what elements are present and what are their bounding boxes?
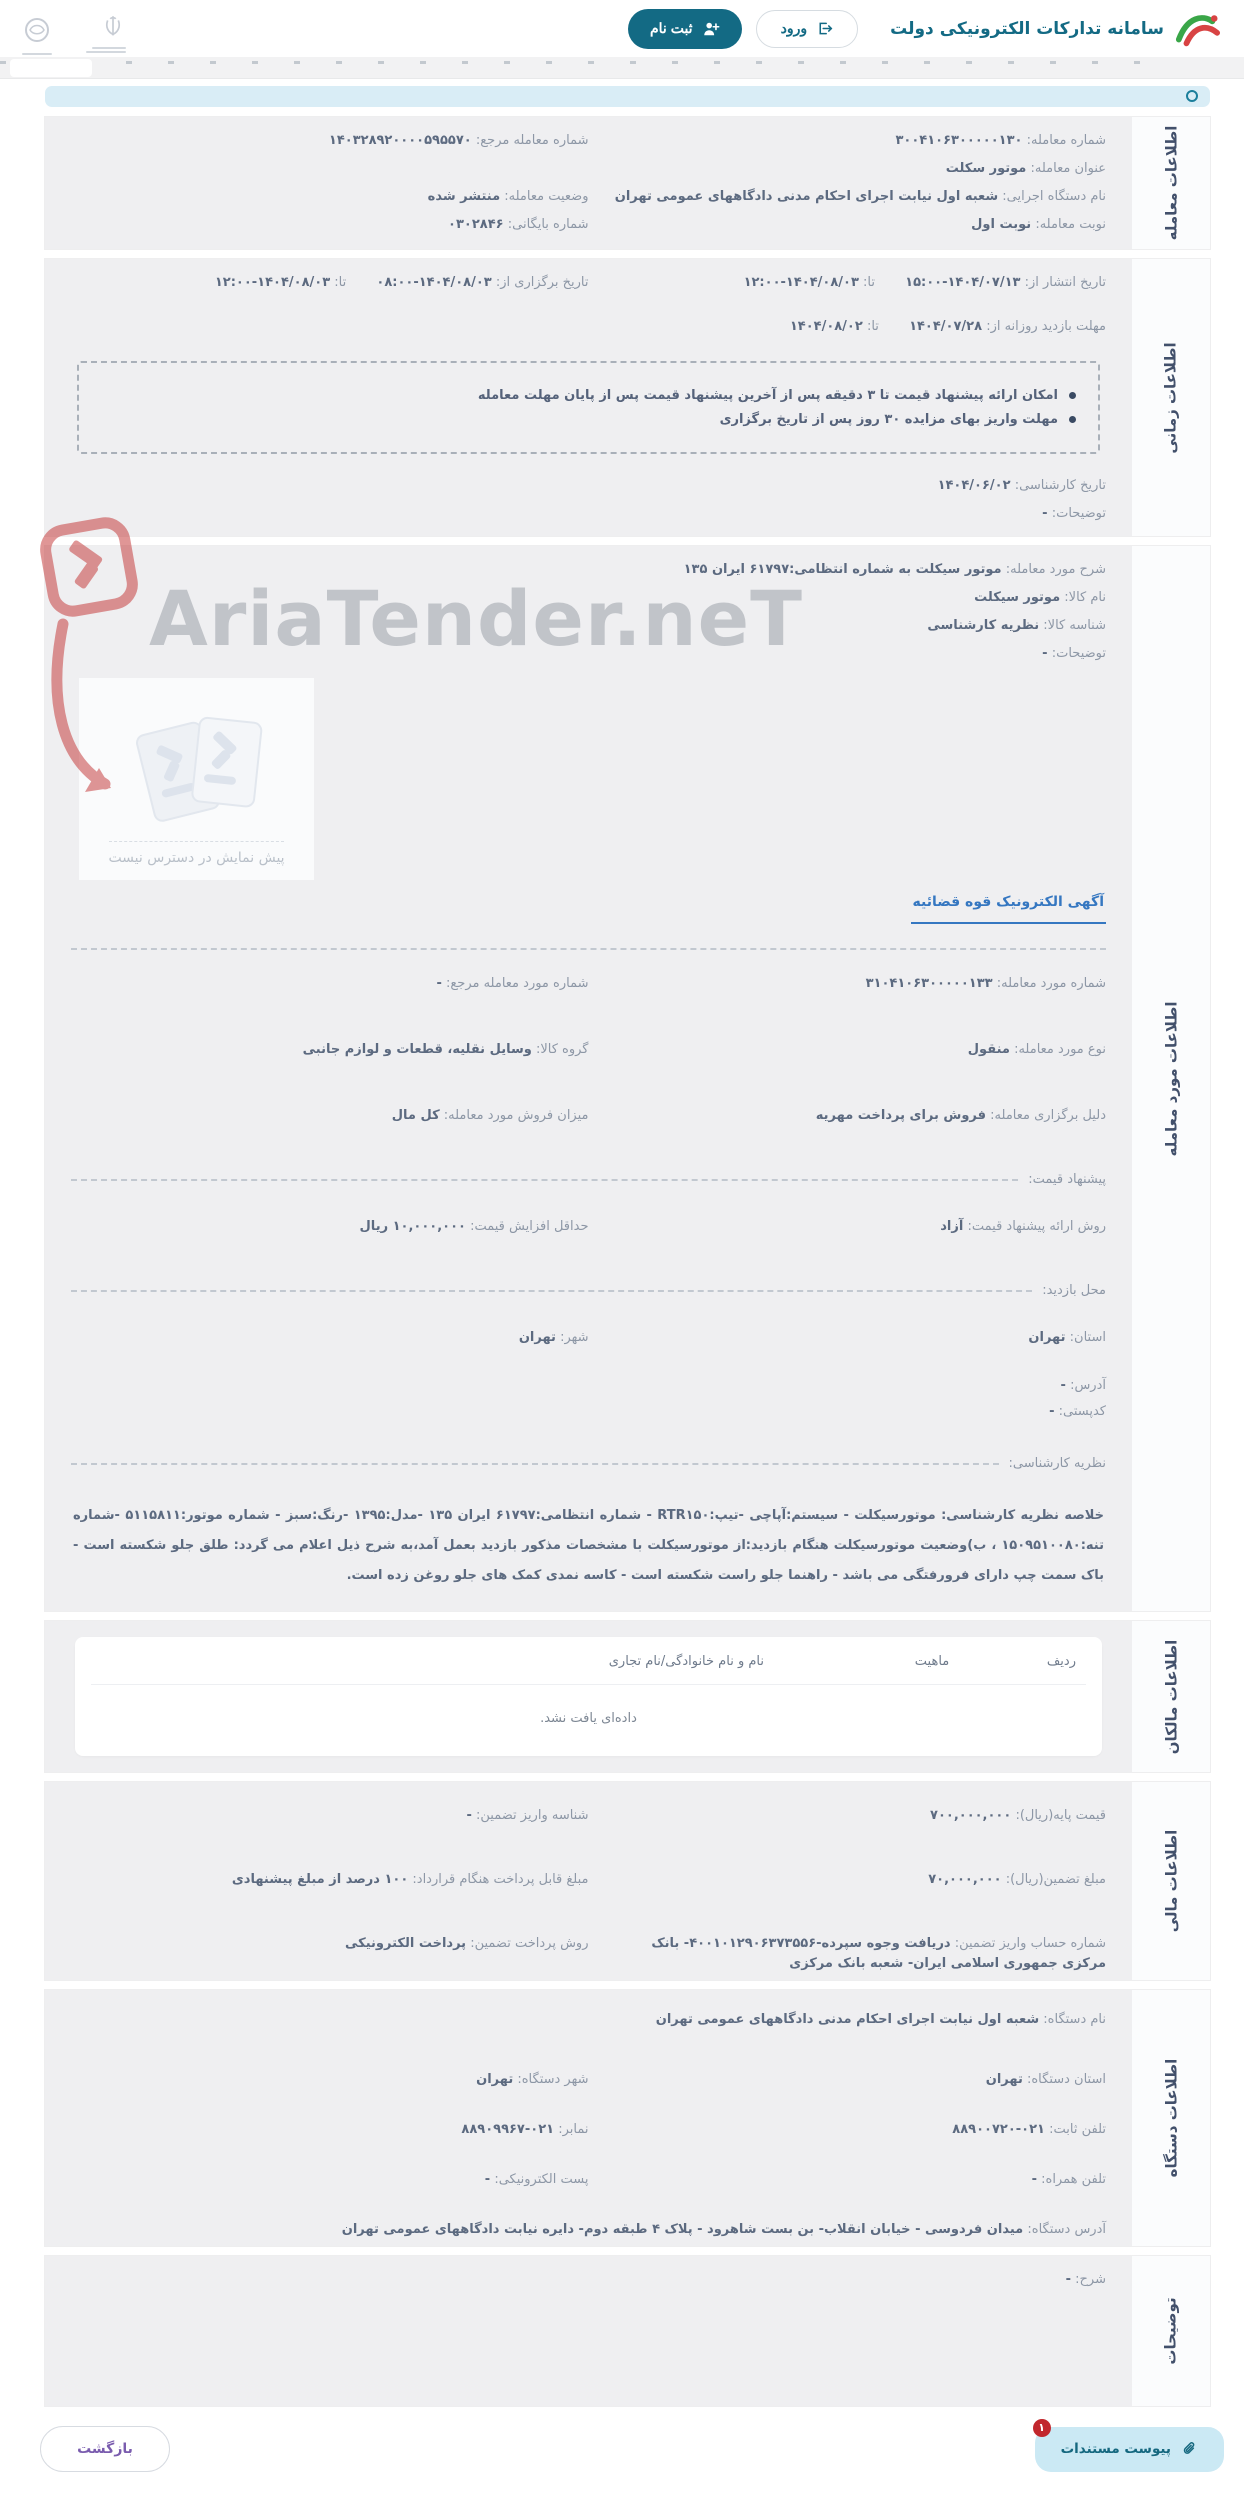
field-label: توضیحات: [1051,506,1106,521]
field-value: - [1065,2272,1072,2287]
item-type-field [589,1040,1107,1060]
section-body [45,546,1132,1611]
section-title: توضیحات [1162,2297,1181,2365]
column-header-name: نام و نام خانوادگی/نام تجاری [608,1654,764,1669]
item-group-field [71,1040,589,1060]
section-timing-info [45,259,1210,536]
gavel-placeholder-icon [117,710,277,835]
item-desc-field [71,560,1106,580]
setad-logo-icon [1174,9,1220,49]
until-label: تا: [863,275,875,290]
agency-city-field [71,2070,589,2090]
visit-window-field [71,317,1106,337]
register-label: ثبت نام [649,20,693,36]
field-value: - [466,1808,472,1823]
section-title: اطلاعات معامله [1161,125,1180,241]
field-row [71,1376,1106,1396]
field-label: شرح: [1075,2272,1106,2287]
deal-round-field [589,215,1107,235]
bullet-dot-icon [1069,416,1076,423]
owners-empty-message: داده‌ای یافت نشد. [540,1711,637,1726]
field-label: تلفن همراه: [1041,2172,1106,2187]
watermark-text: AriaTender.neT [149,574,803,663]
deal-number-field [589,131,1107,151]
postal-code-field [71,1402,1106,1422]
section-owners-info [45,1621,1210,1772]
item-image-preview[interactable] [79,678,314,880]
min-increase-field [71,1217,589,1237]
section-body [45,2256,1132,2406]
field-value: ۷۰,۰۰۰,۰۰۰ [928,1872,1002,1887]
until-value: ۱۴۰۴/۰۸/۰۲ [789,319,863,334]
section-body [45,1990,1132,2246]
section-title: اطلاعات دستگاه [1162,2058,1180,2178]
section-deal-info [45,117,1210,249]
preview-divider [109,841,284,842]
column-header-nature: ماهیت [914,1654,950,1669]
field-row [71,2220,1106,2240]
publish-date-field [589,273,1107,293]
item-number-field [589,974,1107,994]
section-label-column [1132,546,1210,1611]
field-value: ۱۴۰۳۲۸۹۲۰۰۰۰۵۹۵۵۷۰ [328,133,472,148]
field-row [71,273,1106,293]
field-label: مبلغ قابل پرداخت هنگام قرارداد: [412,1872,589,1887]
field-label: نمابر: [558,2122,589,2137]
header [0,0,1244,57]
attachment-count-badge: ۱ [1033,2419,1051,2437]
column-header-row: ردیف [1046,1654,1076,1669]
ministry-emblem-logo [86,13,126,53]
judiciary-ad-link[interactable]: آگهی الکترونیک قوه قضائیه [911,894,1107,924]
section-label-column [1132,1782,1210,1980]
info-icon [1186,90,1198,102]
heading-label: محل بازدید: [1042,1283,1106,1298]
field-label: شماره معامله: [1026,133,1106,148]
field-value: تهران [476,2072,514,2087]
field-value: تهران [1028,1330,1066,1345]
login-icon [816,20,833,37]
section-title: اطلاعات مورد معامله [1161,1001,1180,1156]
add-user-icon [702,20,720,38]
timing-remarks-field [71,504,1106,524]
field-row [71,1040,1106,1060]
agency-fax-field [71,2120,589,2140]
bid-method-field [589,1217,1107,1237]
item-ref-number-field [71,974,589,994]
expert-date-field [71,476,1106,496]
back-label: بازگشت [77,2441,133,2457]
guarantee-amount-field [589,1870,1107,1890]
field-value: دریافت وجوه سپرده-۴۰۰۱۰۱۲۹۰۶۳۷۳۵۵۶- بانک مرکزی جمهوری اسلامی ایران- شعبه بانک مرکزی [651,1936,1106,1971]
section-label-column [1132,2256,1210,2406]
login-button[interactable] [756,10,859,48]
field-value: پرداخت الکترونیکی [345,1936,467,1951]
field-value: ۱۴۰۴/۰۷/۲۸ [909,319,983,334]
item-remarks-field [71,644,1106,664]
field-value: ۱۴۰۴/۰۶/۰۲ [937,478,1011,493]
field-label: توضیحات: [1051,646,1106,661]
field-label: نام دستگاه: [1043,2012,1106,2027]
deal-agency-field [589,187,1107,207]
field-label: مبلغ تضمین(ریال): [1005,1872,1106,1887]
field-value: فروش برای پرداخت مهریه [815,1108,987,1123]
deal-ref-number-field [71,131,589,151]
field-value: موتور سیکلت [974,590,1061,605]
field-value: - [1060,1378,1066,1393]
status-badge: منتشر شده [427,189,501,204]
brand [890,9,1220,49]
preview-unavailable-text: پیش نمایش در دسترس نیست [108,850,285,866]
field-label: کدپستی: [1058,1404,1106,1419]
field-value: ۷۰۰,۰۰۰,۰۰۰ [930,1808,1012,1823]
section-label-column [1132,117,1210,249]
field-label: نوبت معامله: [1035,217,1106,232]
section-title: اطلاعات مالکان [1161,1639,1180,1754]
field-label: گروه کالا: [535,1042,589,1057]
field-label: پست الکترونیکی: [494,2172,589,2187]
field-value: کل مال [391,1108,440,1123]
city-field [71,1328,589,1348]
field-row [71,187,1106,207]
field-label: شماره بایگانی: [507,217,589,232]
menu-chip [10,59,92,77]
bid-heading [71,1172,1106,1187]
dashed-line [71,1179,1018,1181]
field-row [71,476,1106,496]
field-label: روش پرداخت تضمین: [470,1936,589,1951]
field-row [71,159,1106,179]
field-value: تهران [518,1330,556,1345]
field-value: میدان فردوسی - خیابان انقلاب- بن بست شاهرود - پلاک ۴ طبقه دوم- دایره نیابت دادگاههای عمومی تهران [341,2222,1024,2237]
attach-label: پیوست مستندات [1060,2441,1171,2457]
notice-bar [45,86,1210,107]
section-label-column [1132,259,1210,536]
field-row [71,1870,1106,1890]
field-value: ۱۴۰۴/۰۸/۰۳-۰۸:۰۰ [376,275,492,290]
owners-table-header [91,1637,1086,1685]
logo-caption-line [22,53,52,55]
dashed-separator [71,948,1106,950]
expert-opinion-heading [71,1456,1106,1471]
field-value: ۱۴۰۴/۰۷/۱۳-۱۵:۰۰ [905,275,1021,290]
bullet-dot-icon [1069,392,1076,399]
field-row [71,215,1106,235]
field-label: استان: [1069,1330,1106,1345]
field-row [71,560,1106,580]
dashed-line [71,1290,1032,1292]
field-row [71,588,1106,608]
section-item-info [45,546,1210,1611]
payable-amount-field [71,1870,589,1890]
field-label: شناسه واریز تضمین: [476,1808,589,1823]
field-label: نام کالا: [1064,590,1106,605]
field-value: ۱۰۰ درصد از مبلغ پیشنهادی [231,1872,409,1887]
pay-method-field [71,1934,589,1974]
deal-status-field [71,187,589,207]
field-label: شناسه کالا: [1043,618,1106,633]
field-value: موتور سیکلت به شماره انتظامی:۶۱۷۹۷ ایران ۱۳۵ [683,562,1002,577]
field-value: - [1049,1404,1055,1419]
deal-archive-field [71,215,589,235]
note-text: مهلت واریز بهای مزایده ۳۰ روز پس از تاریخ برگزاری [719,412,1058,427]
field-row [71,317,1106,337]
field-row [71,131,1106,151]
field-row [71,2120,1106,2140]
field-value: شعبه اول نیابت اجرای احکام مدنی دادگاههای عمومی تهران [614,189,999,204]
note-item [101,412,1076,427]
field-label: نوع مورد معامله: [1014,1042,1106,1057]
field-value: ۰۲۱-۸۸۹۰۰۷۲۰ [952,2122,1045,2137]
field-value: نوبت اول [971,217,1032,232]
field-row [71,2070,1106,2090]
until-value: ۱۴۰۴/۰۸/۰۳-۱۲:۰۰ [214,275,331,290]
field-label: آدرس دستگاه: [1027,2222,1106,2237]
timing-notes-box [77,361,1100,454]
address-field [71,1376,1106,1396]
paperclip-icon [1181,2441,1198,2458]
back-button[interactable] [40,2426,170,2472]
section-financial-info [45,1782,1210,1980]
item-id-field [71,616,1106,636]
section-notes [45,2256,1210,2406]
field-label: شهر دستگاه: [517,2072,589,2087]
deposit-account-field [589,1934,1107,1974]
visit-location-heading [71,1283,1106,1298]
field-row [71,1806,1106,1826]
field-row [71,644,1106,664]
field-value: ۰۳۰۲۸۴۶ [448,217,504,232]
field-label: شهر: [560,1330,589,1345]
until-value: ۱۴۰۴/۰۸/۰۳-۱۲:۰۰ [743,275,859,290]
base-price-field [589,1806,1107,1826]
field-label: وضعیت معامله: [504,189,589,204]
field-label: نام دستگاه اجرایی: [1002,189,1106,204]
field-label: شماره مورد معامله مرجع: [445,976,589,991]
field-row [71,1328,1106,1348]
field-value: - [436,976,442,991]
field-label: تلفن ثابت: [1049,2122,1106,2137]
app-title: سامانه تدارکات الکترونیکی دولت [890,18,1164,39]
until-label: تا: [866,319,879,334]
field-row [71,2270,1106,2290]
logo-caption-line [92,47,126,49]
item-name-field [71,588,1106,608]
expert-summary-text: خلاصه نظریه کارشناسی: موتورسیکلت - سیستم:آپاچی -تیپ:RTR۱۵۰ - شماره انتظامی:۶۱۷۹۷ ایران ۱۳۵ -مدل:۱۳۹۵ -رنگ:سبز - شماره موتور:۵۱۱۵۸۱۱ -شماره تنه:۱۵۰۹۵۱۰۰۸۰ ، ب)وضعیت موتورسیکلت هنگام بازدید:از موتورسیکلت با مشخصات مذکور بازدید بعمل آمد،به شرح ذیل اعلام می گردد: طلق جلو شکسته است - باک سمت چپ دارای فرورفتگی می باشد - راهنما جلو راست شکسته است - کاسه نمدی کمک های جلو روغن زده است. [73,1508,1104,1583]
agency-email-field [71,2170,589,2190]
field-label: تاریخ کارشناسی: [1014,478,1106,493]
field-row [71,2010,1106,2030]
section-title: اطلاعات زمانی [1161,341,1180,454]
field-row [71,1402,1106,1422]
field-value: تهران [985,2072,1023,2087]
field-row [71,1934,1106,1974]
field-label: تاریخ انتشار از: [1024,275,1106,290]
field-row [71,1106,1106,1126]
field-value: نظریه کارشناسی [927,618,1040,633]
field-value: ۰۲۱-۸۸۹۰۹۹۶۷ [461,2122,555,2137]
field-value: وسایل نقلیه، قطعات و لوازم جانبی [302,1042,532,1057]
note-text: امکان ارائه پیشنهاد قیمت تا ۳ دقیقه پس از آخرین پیشنهاد قیمت پس از پایان مهلت معامله [477,388,1058,403]
field-label: شماره حساب واریز تضمین: [954,1936,1106,1951]
field-row [71,2170,1106,2190]
note-item [101,388,1076,403]
field-label: شماره مورد معامله: [996,976,1106,991]
field-row [71,974,1106,994]
section-agency-info [45,1990,1210,2246]
logo-caption-line [86,51,126,53]
field-label: میزان فروش مورد معامله: [443,1108,589,1123]
register-button[interactable] [628,9,742,49]
field-label: آدرس: [1070,1378,1106,1393]
agency-mobile-field [589,2170,1107,2190]
field-value: آزاد [940,1219,964,1234]
field-row [71,504,1106,524]
field-value: - [484,2172,491,2187]
agency-phone-field [589,2120,1107,2140]
field-label: دلیل برگزاری معامله: [990,1108,1106,1123]
section-body [45,259,1132,536]
field-row [71,616,1106,636]
footer-actions [40,2421,1224,2472]
left-round-logo [18,13,56,55]
login-label: ورود [780,20,808,36]
field-value: - [1042,646,1048,661]
field-label: عنوان معامله: [1030,161,1106,176]
owners-table [75,1637,1102,1756]
field-label: تاریخ برگزاری از: [495,275,589,290]
notes-desc-field [71,2270,1106,2290]
field-value: ۳۱۰۴۱۰۶۳۰۰۰۰۰۱۳۳ [865,976,993,991]
section-label-column [1132,1990,1210,2246]
section-label-column [1132,1621,1210,1772]
field-value: ۳۰۰۴۱۰۶۳۰۰۰۰۰۱۳۰ [895,133,1023,148]
sale-amount-field [71,1106,589,1126]
heading-label: پیشنهاد قیمت: [1028,1172,1106,1187]
section-body [45,1782,1132,1980]
field-label: روش ارائه پیشنهاد قیمت: [967,1219,1106,1234]
agency-address-field [71,2220,1106,2240]
field-value: موتور سکلت [945,161,1027,176]
deposit-id-field [71,1806,589,1826]
field-label: استان دستگاه: [1026,2072,1106,2087]
agency-province-field [589,2070,1107,2090]
section-body [45,117,1132,249]
agency-name-field [71,2010,1106,2030]
field-label: حداقل افزایش قیمت: [470,1219,589,1234]
held-date-field [71,273,589,293]
field-label: قیمت پایه(ریال): [1015,1808,1106,1823]
cropped-menu-strip [0,57,1244,79]
deal-subject-field [71,159,1106,179]
province-field [589,1328,1107,1348]
field-label: شماره معامله مرجع: [475,133,589,148]
field-value: منقول [967,1042,1010,1057]
sale-reason-field [589,1106,1107,1126]
field-value: - [1042,506,1048,521]
section-body [45,1621,1132,1772]
field-value: شعبه اول نیابت اجرای احکام مدنی دادگاههای عمومی تهران [655,2012,1040,2027]
field-value: ۱۰,۰۰۰,۰۰۰ ریال [359,1219,466,1234]
dashed-line [71,1463,999,1465]
heading-label: نظریه کارشناسی: [1008,1456,1106,1471]
field-label: شرح مورد معامله: [1005,562,1106,577]
until-label: تا: [334,275,347,290]
header-logos [18,3,126,55]
field-value: - [1031,2172,1037,2187]
section-title: اطلاعات مالی [1162,1829,1180,1933]
field-row [71,1217,1106,1237]
field-label: مهلت بازدید روزانه از: [986,319,1106,334]
attach-documents-button[interactable] [1035,2421,1224,2472]
